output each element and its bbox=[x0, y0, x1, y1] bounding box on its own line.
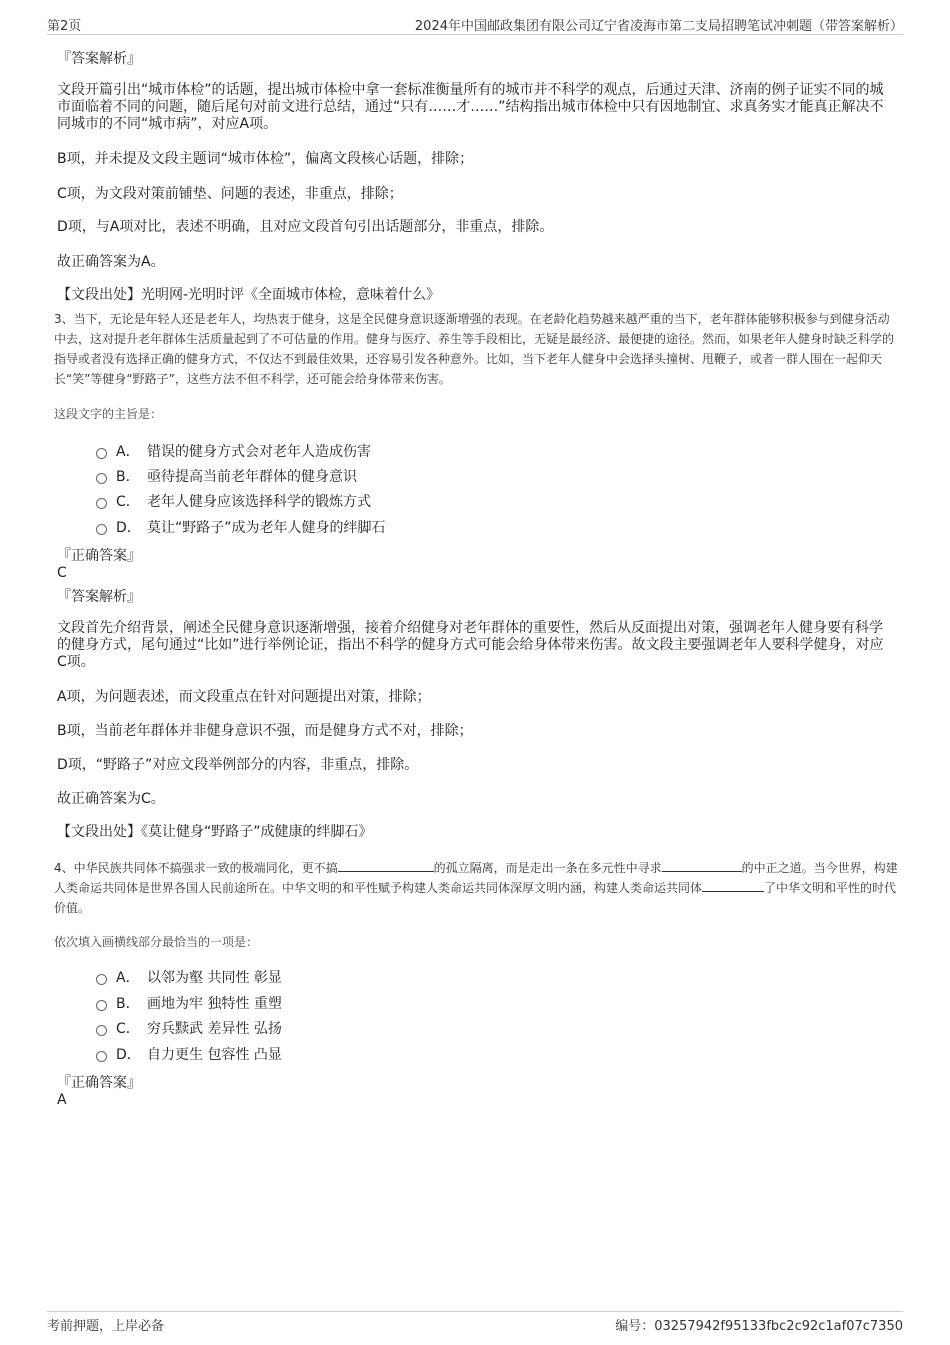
analysis-paragraph: 文段首先介绍背景，阐述全民健身意识逐渐增强，接着介绍健身对老年群体的重要性，然后从反面提出对策，强调老年人健身要有科学的健身方式，尾句通过“比如”进行举例论证，指出不科学的健身方式可能会给身体带来伤害。故文段主要强调老年人要科学健身，对应C项。 bbox=[57, 620, 884, 670]
question-3-option-c[interactable]: C． 老年人健身应该选择科学的锻炼方式 bbox=[96, 491, 371, 511]
fill-blank-1[interactable] bbox=[338, 859, 434, 872]
radio-icon[interactable] bbox=[96, 974, 107, 985]
analysis-option-d: D项，与A项对比，表述不明确，且对应文段首句引出话题部分，非重点，排除。 bbox=[57, 219, 554, 235]
page-footer bbox=[47, 1311, 903, 1332]
question-4-option-c[interactable]: C． 穷兵黩武 差异性 弘扬 bbox=[96, 1018, 282, 1038]
question-3-option-b[interactable]: B． 亟待提高当前老年群体的健身意识 bbox=[96, 466, 357, 486]
question-4-prompt: 依次填入画横线部分最恰当的一项是： bbox=[54, 935, 259, 949]
analysis-option-a: A项，为问题表述，而文段重点在针对问题提出对策，排除； bbox=[57, 689, 431, 705]
question-4-text: 4、中华民族共同体不搞强求一致的极端同化，更不搞 的孤立隔离，而是走出一条在多元性中寻求 的中正之道。当今世界，构建人类命运共同体是世界各国人民前途所在。中华文明的和平性赋予构建人类命运共同体深厚文明内涵，构建人类命运共同体 了中华文明和平性的时代价值。 bbox=[54, 861, 898, 915]
analysis-option-b: B项，并未提及文段主题词“城市体检”，偏离文段核心话题，排除； bbox=[57, 151, 474, 167]
correct-answer-label: 『正确答案』 bbox=[57, 548, 141, 564]
page-number: 第2页 bbox=[47, 19, 82, 34]
analysis-label: 『答案解析』 bbox=[57, 589, 141, 605]
analysis-conclusion: 故正确答案为C。 bbox=[57, 791, 165, 807]
question-4-option-a[interactable]: A． 以邻为壑 共同性 彰显 bbox=[96, 967, 282, 987]
question-4-option-b[interactable]: B． 画地为牢 独特性 重塑 bbox=[96, 993, 282, 1013]
question-3-prompt: 这段文字的主旨是： bbox=[54, 407, 163, 421]
footer-slogan: 考前押题，上岸必备 bbox=[47, 1319, 165, 1334]
document-id: 编号：03257942f95133fbc2c92c1af07c7350 bbox=[615, 1319, 903, 1334]
radio-icon[interactable] bbox=[96, 524, 107, 535]
analysis-option-d: D项，“野路子”对应文段举例部分的内容，非重点，排除。 bbox=[57, 757, 419, 773]
radio-icon[interactable] bbox=[96, 1025, 107, 1036]
fill-blank-2[interactable] bbox=[662, 859, 742, 872]
radio-icon[interactable] bbox=[96, 448, 107, 459]
question-3-option-a[interactable]: A． 错误的健身方式会对老年人造成伤害 bbox=[96, 441, 371, 461]
analysis-paragraph: 文段开篇引出“城市体检”的话题，提出城市体检中拿一套标准衡量所有的城市并不科学的观点，后通过天津、济南的例子证实不同的城市面临着不同的问题，随后尾句对前文进行总结，通过“只有……才……”结构指出城市体检中只有因地制宜、求真务实才能真正解决不同城市的不同“城市病”，对应A项。 bbox=[57, 82, 884, 132]
passage-source: 【文段出处】《莫让健身“野路子”成健康的绊脚石》 bbox=[57, 824, 373, 840]
radio-icon[interactable] bbox=[96, 473, 107, 484]
document-title: 2024年中国邮政集团有限公司辽宁省凌海市第二支局招聘笔试冲刺题（带答案解析） bbox=[414, 19, 903, 34]
correct-answer: C bbox=[57, 565, 67, 581]
question-3-option-d[interactable]: D． 莫让“野路子”成为老年人健身的绊脚石 bbox=[96, 517, 386, 537]
question-3-text: 3、当下，无论是年轻人还是老年人，均热衷于健身，这是全民健身意识逐渐增强的表现。在老龄化趋势越来越严重的当下，老年群体能够积极参与到健身活动中去，这对提升老年群体生活质量起到了不可估量的作用。健身与医疗、养生等手段相比，无疑是最经济、最便捷的途径。然而，如果老年人健身时缺乏科学的指导或者没有选择正确的健身方式，不仅达不到最佳效果，还容易引发各种意外。比如，当下老年人健身中会选择头撞树、甩鞭子，或者一群人围在一起仰天长“笑”等健身“野路子”，这些方法不但不科学，还可能会给身体带来伤害。 bbox=[54, 312, 895, 386]
fill-blank-3[interactable] bbox=[702, 879, 764, 892]
analysis-option-c: C项，为文段对策前铺垫、问题的表述，非重点，排除； bbox=[57, 186, 403, 202]
analysis-option-b: B项，当前老年群体并非健身意识不强，而是健身方式不对，排除； bbox=[57, 723, 473, 739]
analysis-label: 『答案解析』 bbox=[57, 51, 141, 67]
correct-answer: A bbox=[57, 1092, 67, 1108]
radio-icon[interactable] bbox=[96, 498, 107, 509]
analysis-conclusion: 故正确答案为A。 bbox=[57, 254, 165, 270]
page-header bbox=[47, 14, 903, 35]
radio-icon[interactable] bbox=[96, 1051, 107, 1062]
passage-source: 【文段出处】光明网-光明时评《全面城市体检，意味着什么》 bbox=[57, 287, 441, 303]
question-4-option-d[interactable]: D． 自力更生 包容性 凸显 bbox=[96, 1044, 282, 1064]
radio-icon[interactable] bbox=[96, 1000, 107, 1011]
correct-answer-label: 『正确答案』 bbox=[57, 1075, 141, 1091]
